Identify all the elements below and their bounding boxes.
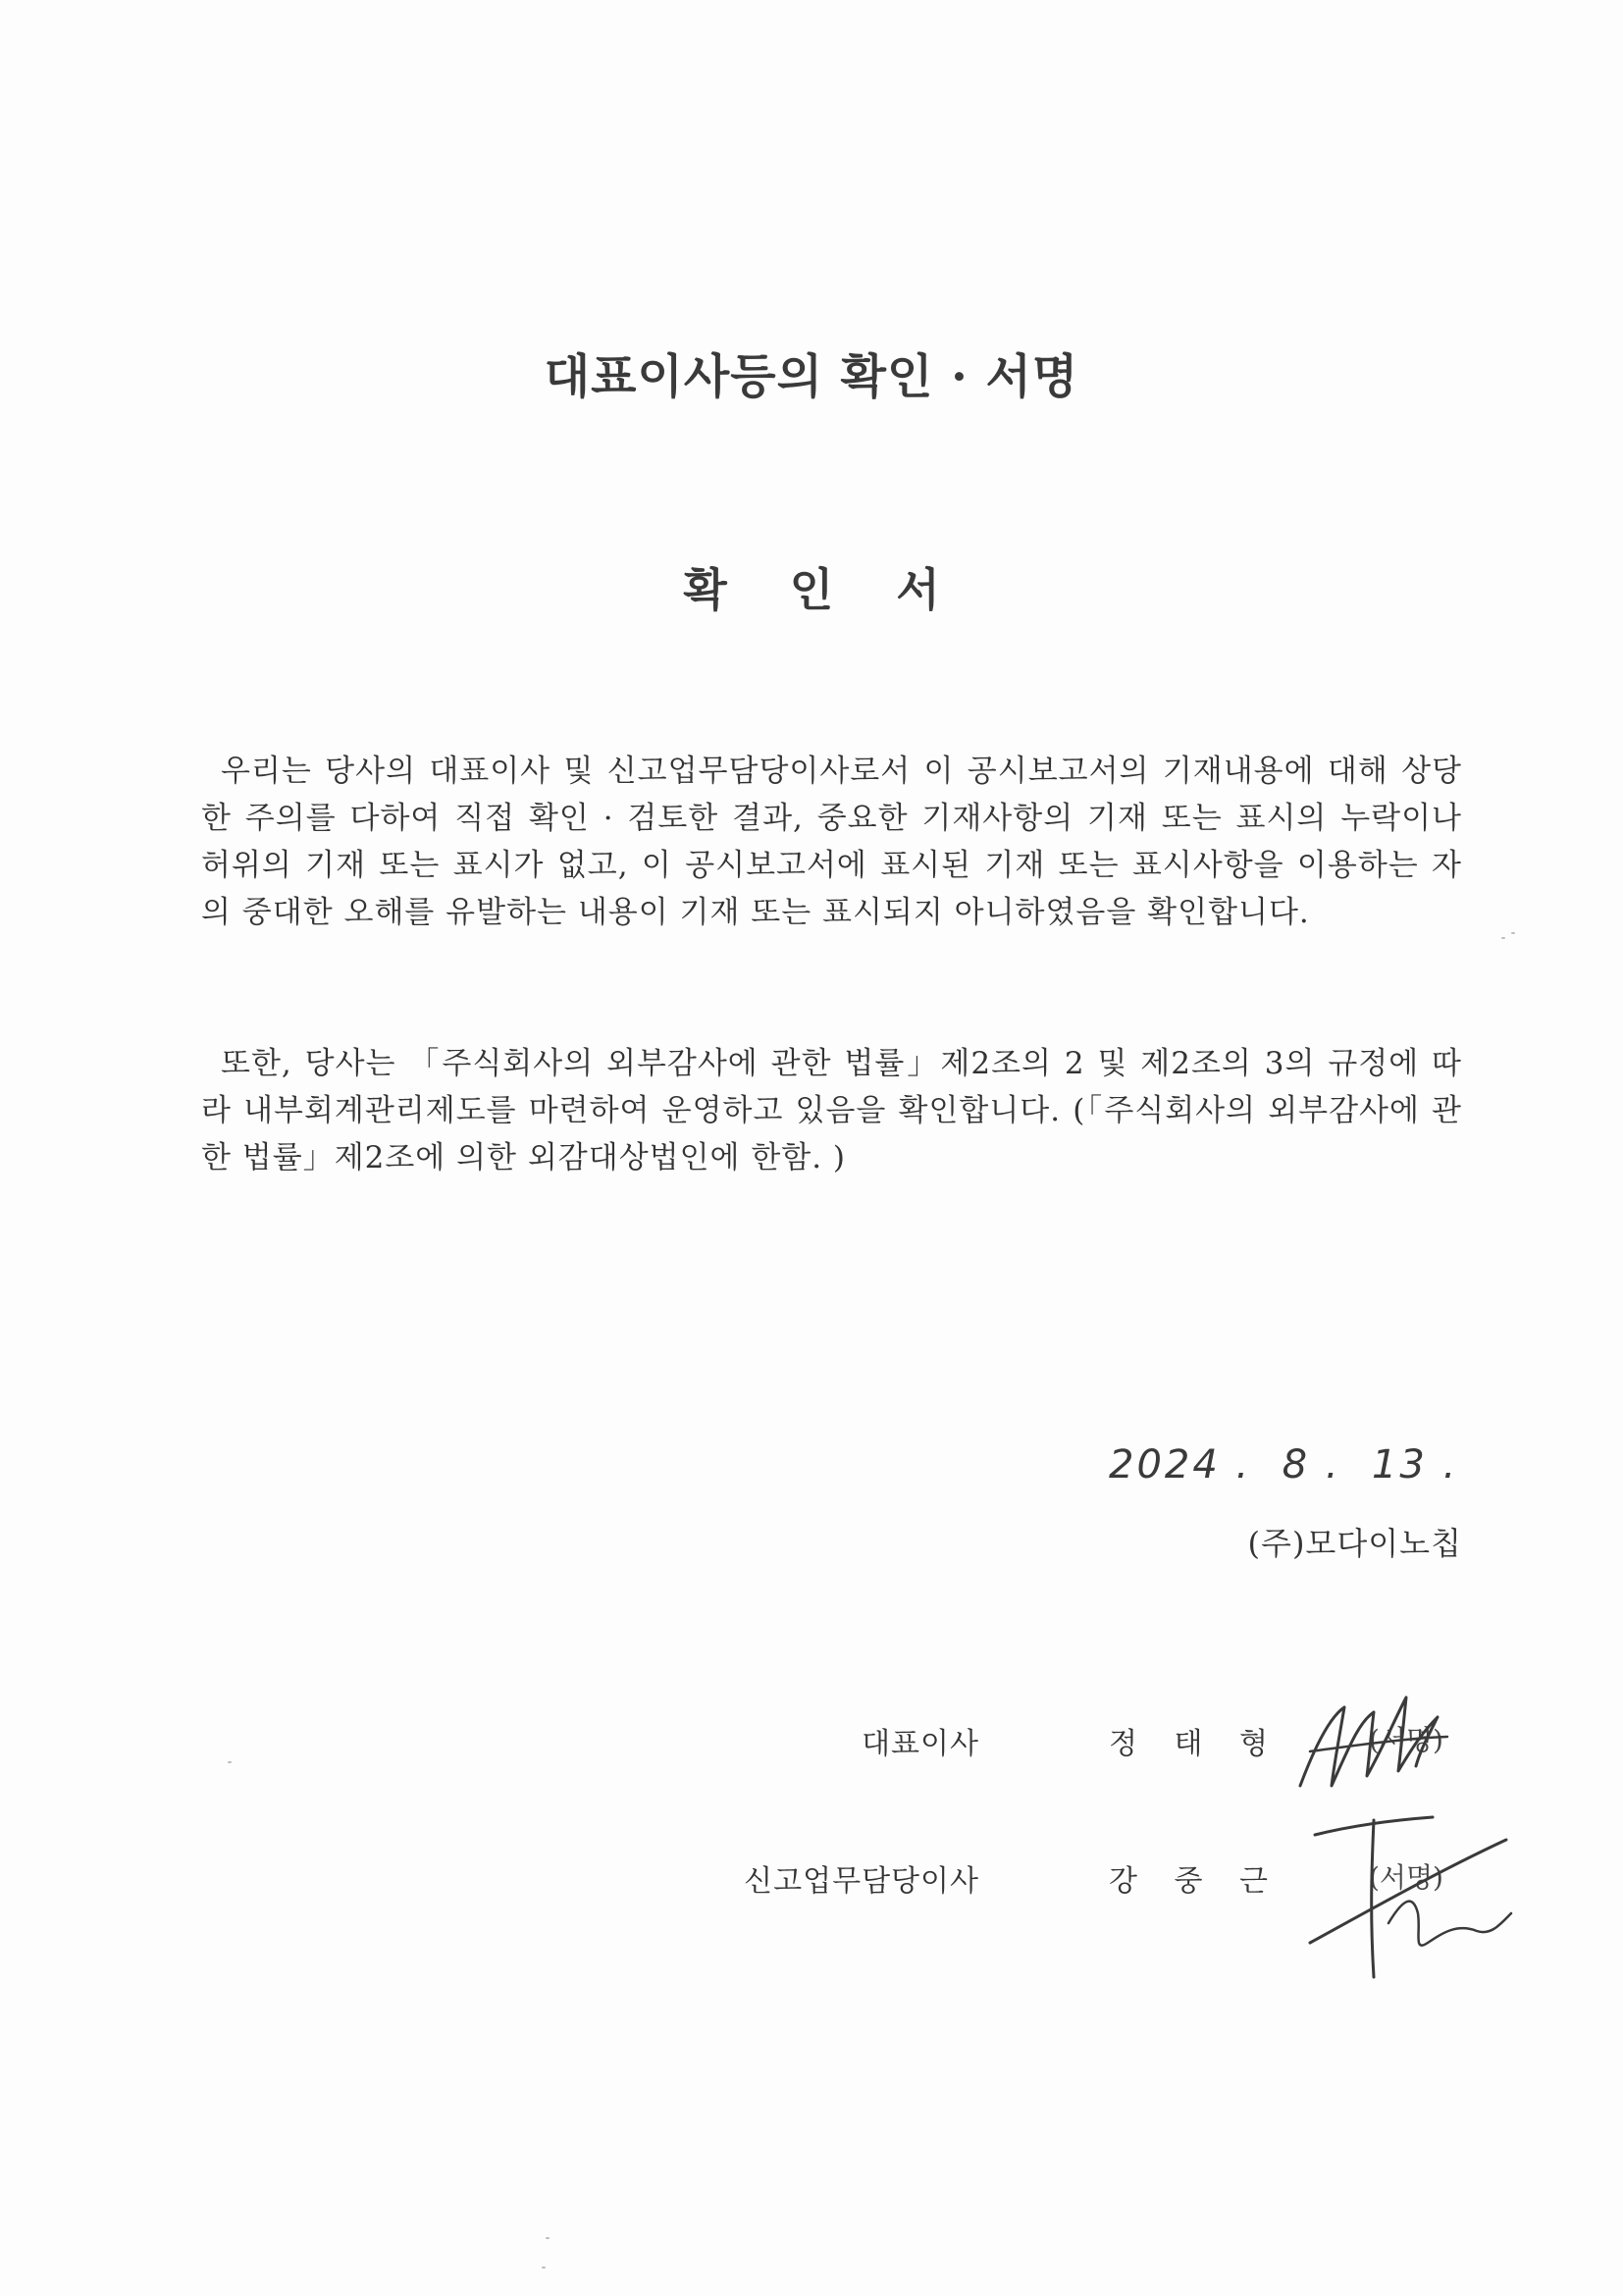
document-subtitle: 확 인 서: [683, 563, 964, 616]
scan-speck: [1501, 937, 1505, 939]
internal-control-paragraph: 또한, 당사는 「주식회사의 외부감사에 관한 법률」제2조의 2 및 제2조의 3의 규정에 따라 내부회계관리제도를 마련하여 운영하고 있음을 확인합니다. (「주식회사의 외부감사에 관한 법률」제2조에 의한 외감대상법인에 한함. ): [201, 1046, 1462, 1175]
signatory-row-disclosure-officer: [0, 1856, 1623, 1915]
signatory-role: 신고업무담당이사: [744, 1864, 979, 1899]
company-name: (주)모다이노칩: [1247, 1525, 1462, 1562]
signatory-row-ceo: [0, 1719, 1623, 1778]
signatory-role: 대표이사: [862, 1727, 979, 1761]
document-title: 대표이사등의 확인 · 서명: [544, 349, 1079, 404]
date-text: 2024 . 8 . 13 .: [1109, 1442, 1459, 1487]
signature-label: (서명): [1369, 1724, 1443, 1756]
signatory-name: 강 중 근: [1109, 1864, 1283, 1899]
scan-speck: [542, 2267, 546, 2269]
scan-speck: [546, 2237, 550, 2239]
handwritten-date: [1109, 1442, 1462, 1501]
signatory-name: 정 태 형: [1109, 1727, 1283, 1761]
confirmation-paragraph: 우리는 당사의 대표이사 및 신고업무담당이사로서 이 공시보고서의 기재내용에 대해 상당한 주의를 다하여 직접 확인 · 검토한 결과, 중요한 기재사항의 기재 또는 표시의 누락이나 허위의 기재 또는 표시가 없고, 이 공시보고서에 표시된 기재 또는 표시사항을 이용하는 자의 중대한 오해를 유발하는 내용이 기재 또는 표시되지 아니하였음을 확인합니다.: [201, 754, 1462, 930]
scan-speck: [228, 1761, 232, 1763]
signature-label: (서명): [1369, 1861, 1443, 1894]
scan-speck: [1511, 932, 1515, 934]
